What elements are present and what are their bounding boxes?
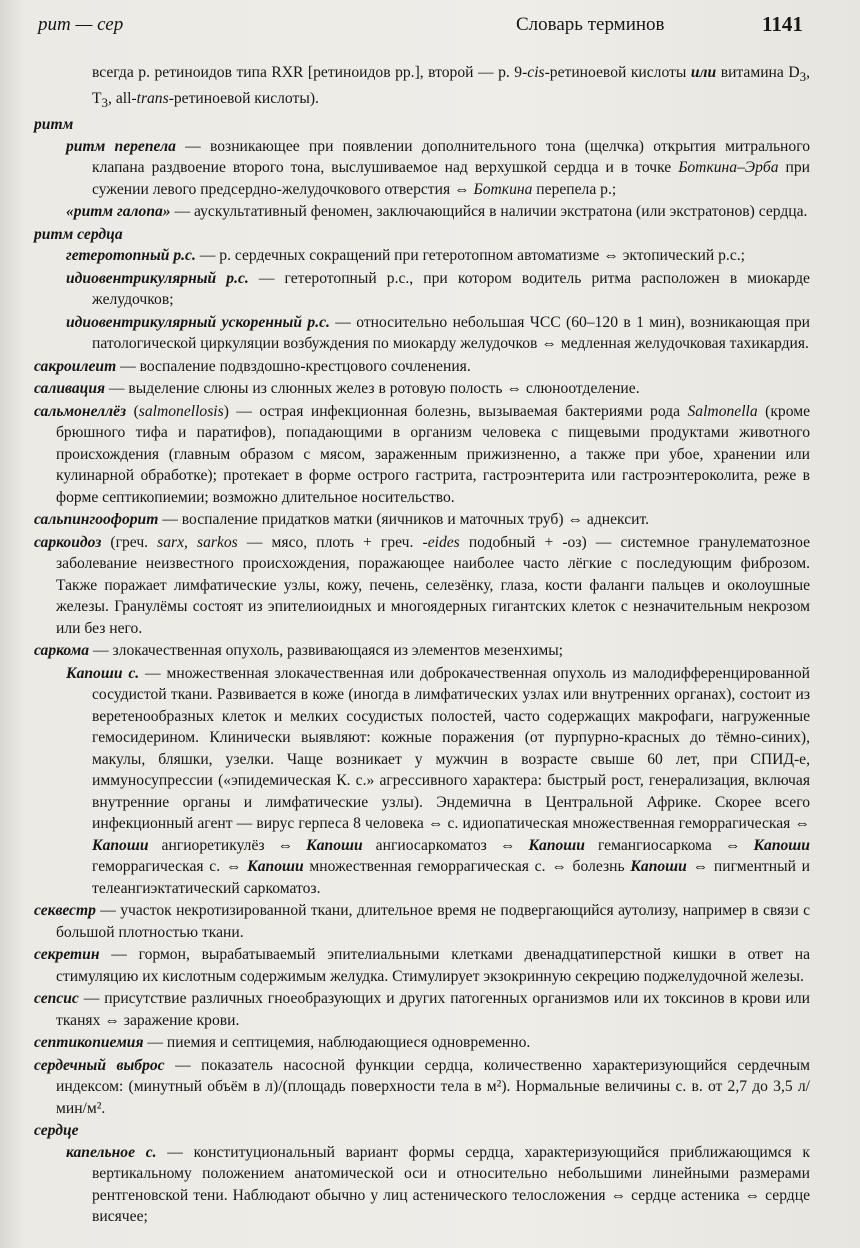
dictionary-entry: всегда р. ретиноидов типа RXR [ретиноидов рр.], второй — р. 9-cis-ретиноевой кислоты или витамина $D_3$, $T_3$, all-trans-ретиноевой кислоты). <box>92 64 810 110</box>
dictionary-entry: секвестр — участок некротизированной ткани, длительное время не подвергающийся аутолизу, например в связи с большой плотностью ткани. <box>34 902 810 941</box>
running-header <box>0 10 860 42</box>
section-heading: сердце <box>34 1122 79 1140</box>
dictionary-entry: капельное с. — конституциональный вариант формы сердца, характеризующийся приближающимся к вертикальному положением анатомической оси и относительно небольшими линейными размерами рентгеновской тени. Наблюдают обычно у лиц астенического телосложения ⇔ сердце астеника ⇔ сердце висячее; <box>66 1143 810 1226</box>
dictionary-entry: септикопиемия — пиемия и септицемия, наблюдающиеся одновременно. <box>34 1034 531 1052</box>
dictionary-entry: сальмонеллёз (salmonellosis) — острая инфекционная болезнь, вызываемая бактериями рода Salmonella (кроме брюшного тифа и паратифов), попадающими в организм человека с пищевыми продуктами животного происхождения (главным образом с мясом, зараженным прижизненно, а также при убое, хранении или кулинарной обработке); протекает в форме острого гастрита, гастроэнтерита или гастроэнтероколита, реже в форме септикопиемии; возможно длительное носительство. <box>34 402 810 506</box>
dictionary-entry: гетеротопный р.с. — р. сердечных сокращений при гетеротопном автоматизме ⇔ эктопический р.с.; <box>66 247 745 265</box>
header-range: рит — сер <box>38 14 124 35</box>
dictionary-entry: идиовентрикулярный ускоренный р.с. — относительно небольшая ЧСС (60–120 в 1 мин), возникающая при патологической циркуляции возбуждения по миокарду желудочков ⇔ медленная желудочковая тахикардия. <box>66 313 810 353</box>
dictionary-entry: сердечный выброс — показатель насосной функции сердца, количественно характеризующийся сердечным индексом: (минутный объём в л)/(площадь поверхности тела в м²). Нормальные величины с. в. от 2,7 до 3,5 л/мин/м². <box>34 1056 810 1117</box>
dictionary-entry: саркома — злокачественная опухоль, развивающаяся из элементов мезенхимы; <box>34 642 564 660</box>
dictionary-entries <box>34 62 810 1229</box>
dictionary-entry: ритм перепела — возникающее при появлении дополнительного тона (щелчка) открытия митрального клапана раздвоение второго тона, выслушиваемое над верхушкой сердца и в точке Боткина–Эрба при сужении левого предсердно-желудочкового отверстия ⇔ Боткина перепела р.; <box>66 137 810 198</box>
section-heading: ритм сердца <box>34 225 123 243</box>
dictionary-entry: сакроилеит — воспаление подвздошно-крестцового сочленения. <box>34 357 471 375</box>
dictionary-entry: идиовентрикулярный р.с. — гетеротопный р.с., при котором водитель ритма расположен в миокарде желудочков; <box>66 269 810 309</box>
dictionary-entry: сепсис — присутствие различных гноеобразующих и других патогенных организмов или их токсинов в крови или тканях ⇔ заражение крови. <box>34 990 810 1029</box>
header-title: Словарь терминов <box>516 14 665 35</box>
dictionary-entry: сальпингоофорит — воспаление придатков матки (яичников и маточных труб) ⇔ аднексит. <box>34 511 650 529</box>
dictionary-entry: саливация — выделение слюны из слюнных желез в ротовую полость ⇔ слюноотделение. <box>34 380 640 398</box>
dictionary-entry: «ритм галопа» — аускультативный феномен, заключающийся в наличии экстратона (или экстратонов) сердца. <box>66 203 808 221</box>
page-number: 1141 <box>762 12 803 36</box>
section-heading: ритм <box>34 116 74 134</box>
dictionary-entry: саркоидоз (греч. sarx, sarkos — мясо, плоть + греч. -eides подобный + -оз) — системное гранулематозное заболевание неизвестного происхождения, поражающее наиболее часто лёгкие с последующим фиброзом. Также поражает лимфатические узлы, кожу, печень, селезёнку, глаза, кости фаланги пальцев и околоушные железы. Гранулёмы состоят из эпителиоидных и многоядерных гигантских клеток с незначительным некрозом или без него. <box>34 533 810 637</box>
dictionary-entry: Капоши с. — множественная злокачественная или доброкачественная опухоль из малодифференцированной сосудистой ткани. Развивается в коже (иногда в лимфатических узлах или внутренних органах), состоит из веретенообразных клеток и мелких сосудистых полостей, часто содержащих макрофаги, нагруженные гемосидерином. Клинически выявляют: кожные поражения (от пурпурно-красных до тёмно-синих), макулы, бляшки, узелки. Чаще возникает у мужчин в возрасте свыше 60 лет, при СПИД-е, иммуносупрессии («эпидемическая К. с.» агрессивного характера: быстрый рост, генерализация, включая внутренние органы и лимфатические узлы). Эндемична в Центральной Африке. Скорее всего инфекционный агент — вирус герпеса 8 человека ⇔ с. идиопатическая множественная геморрагическая ⇔ Капоши ангиоретикулёз ⇔ Капоши ангиосаркоматоз ⇔ Капоши гемангиосаркома ⇔ Капоши геморрагическая с. ⇔ Капоши множественная геморрагическая с. ⇔ болезнь Капоши ⇔ пигментный и телеангиэктатический саркоматоз. <box>66 664 810 897</box>
dictionary-entry: секретин — гормон, вырабатываемый эпителиальными клетками двенадцатиперстной кишки в ответ на стимуляцию их кислотным содержимым желудка. Стимулирует экзокринную секрецию поджелудочной железы. <box>34 946 810 985</box>
